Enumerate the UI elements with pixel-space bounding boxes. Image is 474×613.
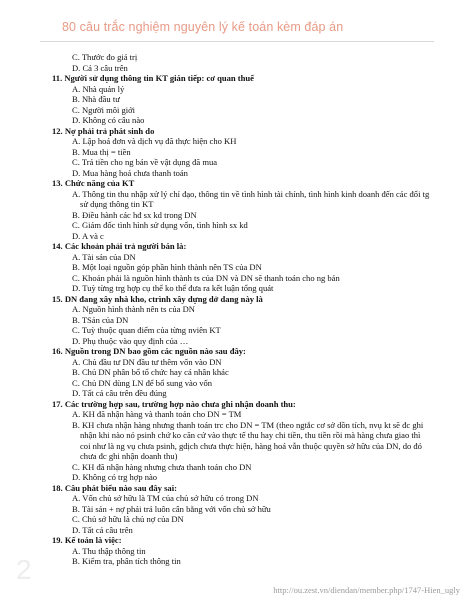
header-divider (40, 41, 434, 42)
question-heading: 17. Các trường hợp sau, trường hợp nào chưa ghi nhận doanh thu: (52, 398, 296, 409)
answer-text: D. A và c (72, 230, 104, 241)
answer-text: D. Phụ thuộc vào quy định của … (72, 335, 189, 346)
answer-option (52, 525, 432, 536)
answer-text: A. Thu thập thông tin (72, 545, 146, 556)
answer-text: A. Nhà quản lý (72, 83, 125, 94)
question-heading: 11. Người sử dụng thông tin KT gián tiếp: cơ quan thuế (52, 73, 254, 83)
answer-option (52, 493, 432, 504)
answer-text: C. Tuỳ thuộc quan điểm của từng nviên KT (72, 325, 221, 335)
answer-option (52, 388, 432, 399)
answer-text: B. Nhà đầu tư (72, 94, 120, 104)
answer-text: D. Tất cả câu trên đều đúng (72, 388, 167, 398)
answer-text: A. Lập hoá đơn và dịch vụ đã thực hiện cho KH (72, 136, 237, 146)
answer-text: D. Mua hàng hoá chưa thanh toán (72, 167, 188, 178)
answer-option (52, 231, 432, 242)
answer-option (52, 472, 432, 483)
answer-option (52, 252, 432, 263)
answer-text: A. KH đã nhận hàng và thanh toán cho DN = TM (72, 409, 242, 419)
answer-option (52, 514, 432, 525)
document-header-title: 80 câu trắc nghiệm nguyên lý kế toán kèm đáp án (62, 20, 344, 34)
answer-text: D. Tất cả câu trên (72, 524, 133, 535)
answer-option (52, 325, 432, 336)
answer-text: D. Cả 3 câu trên (72, 62, 128, 73)
answer-text: D. Không có trg hợp nào (72, 472, 158, 482)
answer-text: C. KH đã nhận hàng nhưng chưa thanh toán cho DN (72, 461, 252, 472)
answer-option (52, 367, 432, 378)
answer-text: B. Mua thị = tiền (72, 146, 131, 157)
question-heading: 16. Nguồn trong DN bao gồm các nguồn nào sau đây: (52, 346, 246, 356)
answer-option (52, 220, 432, 231)
answer-text: C. Chủ DN dùng LN để bổ sung vào vốn (72, 377, 213, 388)
answer-option (52, 504, 432, 515)
question-heading: 14. Các khoản phải trả người bán là: (52, 241, 187, 251)
answer-option (52, 283, 432, 294)
answer-text: C. Thước đo giá trị (72, 52, 138, 62)
answer-text: B. Điều hành các hđ sx kd trong DN (72, 209, 197, 220)
answer-option (52, 420, 432, 462)
answer-text: A. Nguồn hình thành nên ts của DN (72, 304, 195, 314)
answer-option (52, 189, 432, 210)
answer-text: C. Trả tiền cho ng bán về vật dụng đã mua (72, 157, 218, 167)
answer-text: B. TSản của DN (72, 314, 129, 325)
answer-option (52, 168, 432, 179)
footer-url-link[interactable]: http://ou.zest.vn/diendan/member.php/1747-Hien_ugly (273, 585, 460, 595)
answer-text: C. Giám đốc tình hình sử dụng vốn, tình hình sx kd (72, 220, 248, 230)
answer-text: D. Không có câu nào (72, 115, 145, 125)
page-number: 2 (16, 554, 32, 585)
question-heading: 18. Câu phát biểu nào sau đây sai: (52, 482, 177, 493)
answer-text: C. Chủ sở hữu là chủ nợ của DN (72, 514, 184, 524)
answer-text: A. Tài sản của DN (72, 251, 136, 262)
answer-option (52, 115, 432, 126)
answer-text: B. Một loại nguồn góp phần hình thành nên TS của DN (72, 262, 262, 272)
answer-option (52, 556, 432, 567)
answer-text: A. Thông tin thu nhập xử lý chỉ đạo, thông tin về tình hình tài chính, tình hình kinh doanh đến các đối tg sử dụng thông tin KT (72, 188, 430, 209)
answer-option (52, 52, 432, 63)
answer-text: A. Vốn chủ sở hữu là TM của chủ sở hữu có trong DN (72, 493, 259, 503)
answer-option (52, 409, 432, 420)
answer-option (52, 315, 432, 326)
answer-option (52, 336, 432, 347)
answer-option (52, 84, 432, 95)
answer-option (52, 63, 432, 74)
answer-option (52, 136, 432, 147)
answer-option (52, 210, 432, 221)
answer-text: B. Chủ DN phân bổ tổ chức hay cá nhân khác (72, 367, 229, 377)
question-heading: 13. Chức năng của KT (52, 178, 135, 188)
answer-option (52, 147, 432, 158)
question-heading: 12. Nợ phải trả phát sinh do (52, 125, 155, 136)
answer-option (52, 357, 432, 368)
answer-text: B. Tài sản + nợ phải trả luôn cân bằng với vốn chủ sở hữu (72, 503, 271, 514)
answer-text: A. Chủ đầu tư DN đầu tư thêm vốn vào DN (72, 356, 222, 367)
question-heading: 15. DN đang xây nhà kho, ctrình xây dựng dở dang này là (52, 293, 263, 304)
answer-option (52, 94, 432, 105)
answer-option (52, 462, 432, 473)
answer-option (52, 105, 432, 116)
answer-text: C. Người môi giới (72, 104, 136, 115)
answer-text: C. Khoản phải là nguồn hình thành ts của DN và DN sẽ thanh toán cho ng bán (72, 272, 340, 283)
answer-option (52, 157, 432, 168)
answer-text: B. Kiểm tra, phân tích thông tin (72, 556, 181, 566)
answer-option (52, 304, 432, 315)
answer-option (52, 273, 432, 284)
answer-option (52, 378, 432, 389)
document-body (52, 52, 432, 567)
answer-text: D. Tuỳ từng trg hợp cụ thể ko thể đưa ra kết luận tổng quát (72, 283, 274, 293)
answer-text: B. KH chưa nhận hàng nhưng thanh toán trc cho DN = TM (theo ngtắc cơ sở dồn tích, nvụ kt sẽ đc ghi nhận khi nào nó psinh chứ ko căn cứ vào thực tế thu hay chi tiền, thu tiền rồi mà hàng chưa giao thì coi như là ng vụ chưa psinh, gdịch chưa thực hiện, hàng hoá vẫn thuộc quyền sở hữu của DN, do đó chưa đc ghi nhận doanh thu) (72, 419, 424, 461)
question-heading: 19. Kế toán là việc: (52, 535, 122, 545)
answer-option (52, 262, 432, 273)
answer-option (52, 546, 432, 557)
